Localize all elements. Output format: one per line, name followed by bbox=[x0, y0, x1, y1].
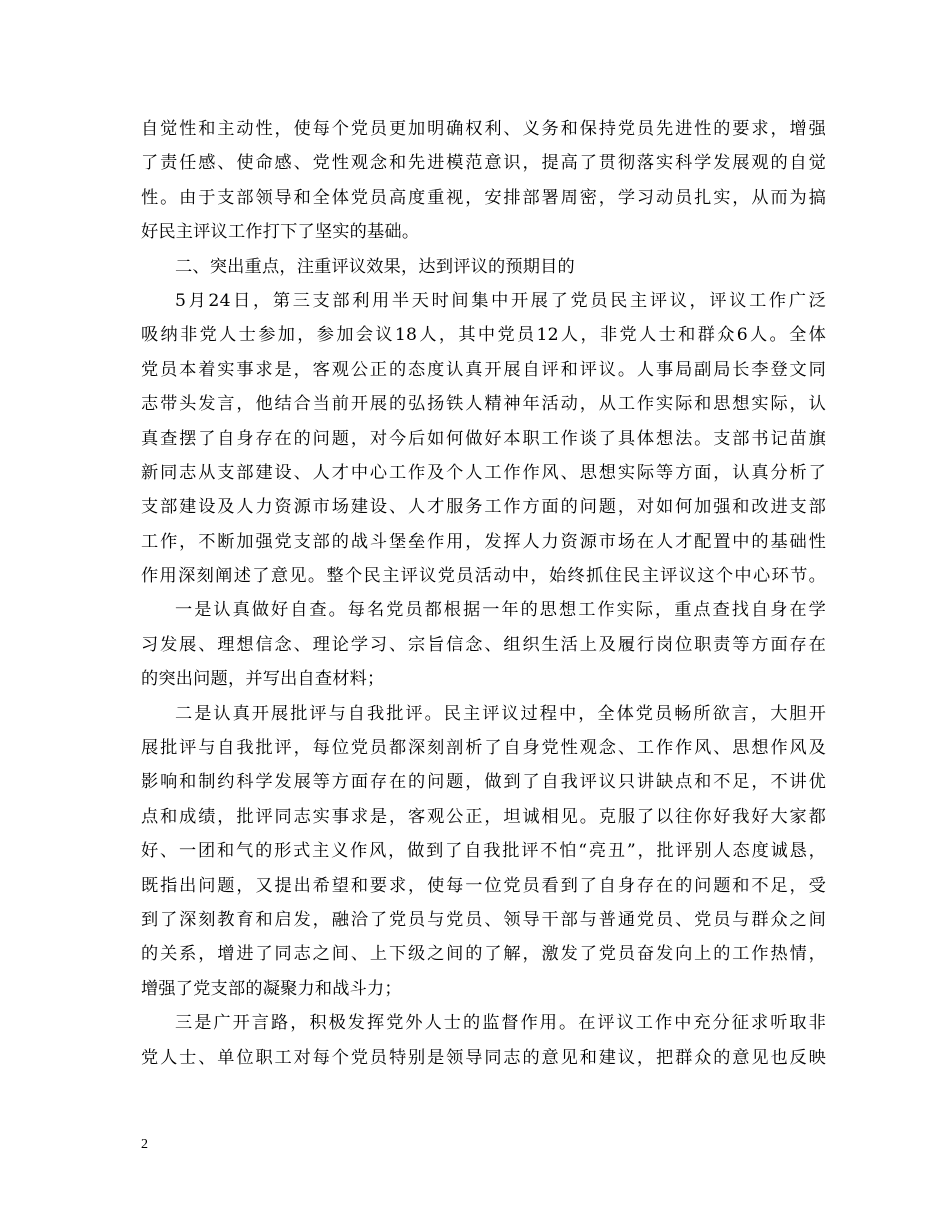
text-line: 支部建设及人力资源市场建设、人才服务工作方面的问题，对如何加强和改进支部 bbox=[141, 497, 826, 518]
text-line: 吸纳非党人士参加，参加会议18人，其中党员12人，非党人士和群众6人。全体 bbox=[141, 325, 826, 346]
text-line: 真查摆了自身存在的问题，对今后如何做好本职工作谈了具体想法。支部书记苗旗 bbox=[141, 428, 826, 449]
text-line: 党员本着实事求是，客观公正的态度认真开展自评和评议。人事局副局长李登文同 bbox=[141, 359, 826, 380]
text-line: 既指出问题，又提出希望和要求，使每一位党员看到了自身存在的问题和不足，受 bbox=[141, 875, 826, 896]
text-line: 的关系，增进了同志之间、上下级之间的了解，激发了党员奋发向上的工作热情， bbox=[141, 944, 826, 965]
text-line: 到了深刻教育和启发，融洽了党员与党员、领导干部与普通党员、党员与群众之间 bbox=[141, 909, 826, 930]
text-line: 自觉性和主动性，使每个党员更加明确权利、义务和保持党员先进性的要求，增强 bbox=[141, 119, 826, 139]
text-line: 好、一团和气的形式主义作风，做到了自我批评不怕“亮丑”，批评别人态度诚恳， bbox=[141, 841, 826, 862]
text-line: 5月24日，第三支部利用半天时间集中开展了党员民主评议，评议工作广泛 bbox=[175, 290, 826, 311]
text-line: 二是认真开展批评与自我批评。民主评议过程中，全体党员畅所欲言，大胆开 bbox=[175, 703, 826, 724]
text-line: 点和成绩，批评同志实事求是，客观公正，坦诚相见。克服了以往你好我好大家都 bbox=[141, 806, 826, 827]
text-line: 影响和制约科学发展等方面存在的问题，做到了自我评议只讲缺点和不足，不讲优 bbox=[141, 772, 826, 793]
text-line: 新同志从支部建设、人才中心工作及个人工作作风、思想实际等方面，认真分析了 bbox=[141, 462, 826, 483]
text-line: 二、突出重点，注重评议效果，达到评议的预期目的 bbox=[175, 256, 575, 277]
text-line: 作用深刻阐述了意见。整个民主评议党员活动中，始终抓住民主评议这个中心环节。 bbox=[141, 566, 826, 587]
text-line: 好民主评议工作打下了坚实的基础。 bbox=[141, 222, 420, 243]
text-line: 的突出问题，并写出自查材料； bbox=[141, 669, 385, 690]
text-line: 工作，不断加强党支部的战斗堡垒作用，发挥人力资源市场在人才配置中的基础性 bbox=[141, 531, 826, 552]
document-body bbox=[141, 112, 826, 1075]
text-line: 三是广开言路，积极发挥党外人士的监督作用。在评议工作中充分征求听取非 bbox=[175, 1013, 826, 1034]
text-line: 性。由于支部领导和全体党员高度重视，安排部署周密，学习动员扎实，从而为搞 bbox=[141, 187, 826, 208]
text-line: 志带头发言，他结合当前开展的弘扬铁人精神年活动，从工作实际和思想实际，认 bbox=[141, 394, 826, 415]
text-line: 展批评与自我批评，每位党员都深刻剖析了自身党性观念、工作作风、思想作风及 bbox=[141, 738, 826, 759]
text-line: 党人士、单位职工对每个党员特别是领导同志的意见和建议，把群众的意见也反映 bbox=[141, 1047, 826, 1068]
text-line: 增强了党支部的凝聚力和战斗力； bbox=[141, 978, 402, 999]
text-line: 习发展、理想信念、理论学习、宗旨信念、组织生活上及履行岗位职责等方面存在 bbox=[141, 634, 826, 655]
text-line: 一是认真做好自查。每名党员都根据一年的思想工作实际，重点查找自身在学 bbox=[175, 600, 826, 621]
text-line: 了责任感、使命感、党性观念和先进模范意识，提高了贯彻落实科学发展观的自觉 bbox=[141, 153, 826, 174]
page-number: 2 bbox=[141, 1137, 148, 1152]
